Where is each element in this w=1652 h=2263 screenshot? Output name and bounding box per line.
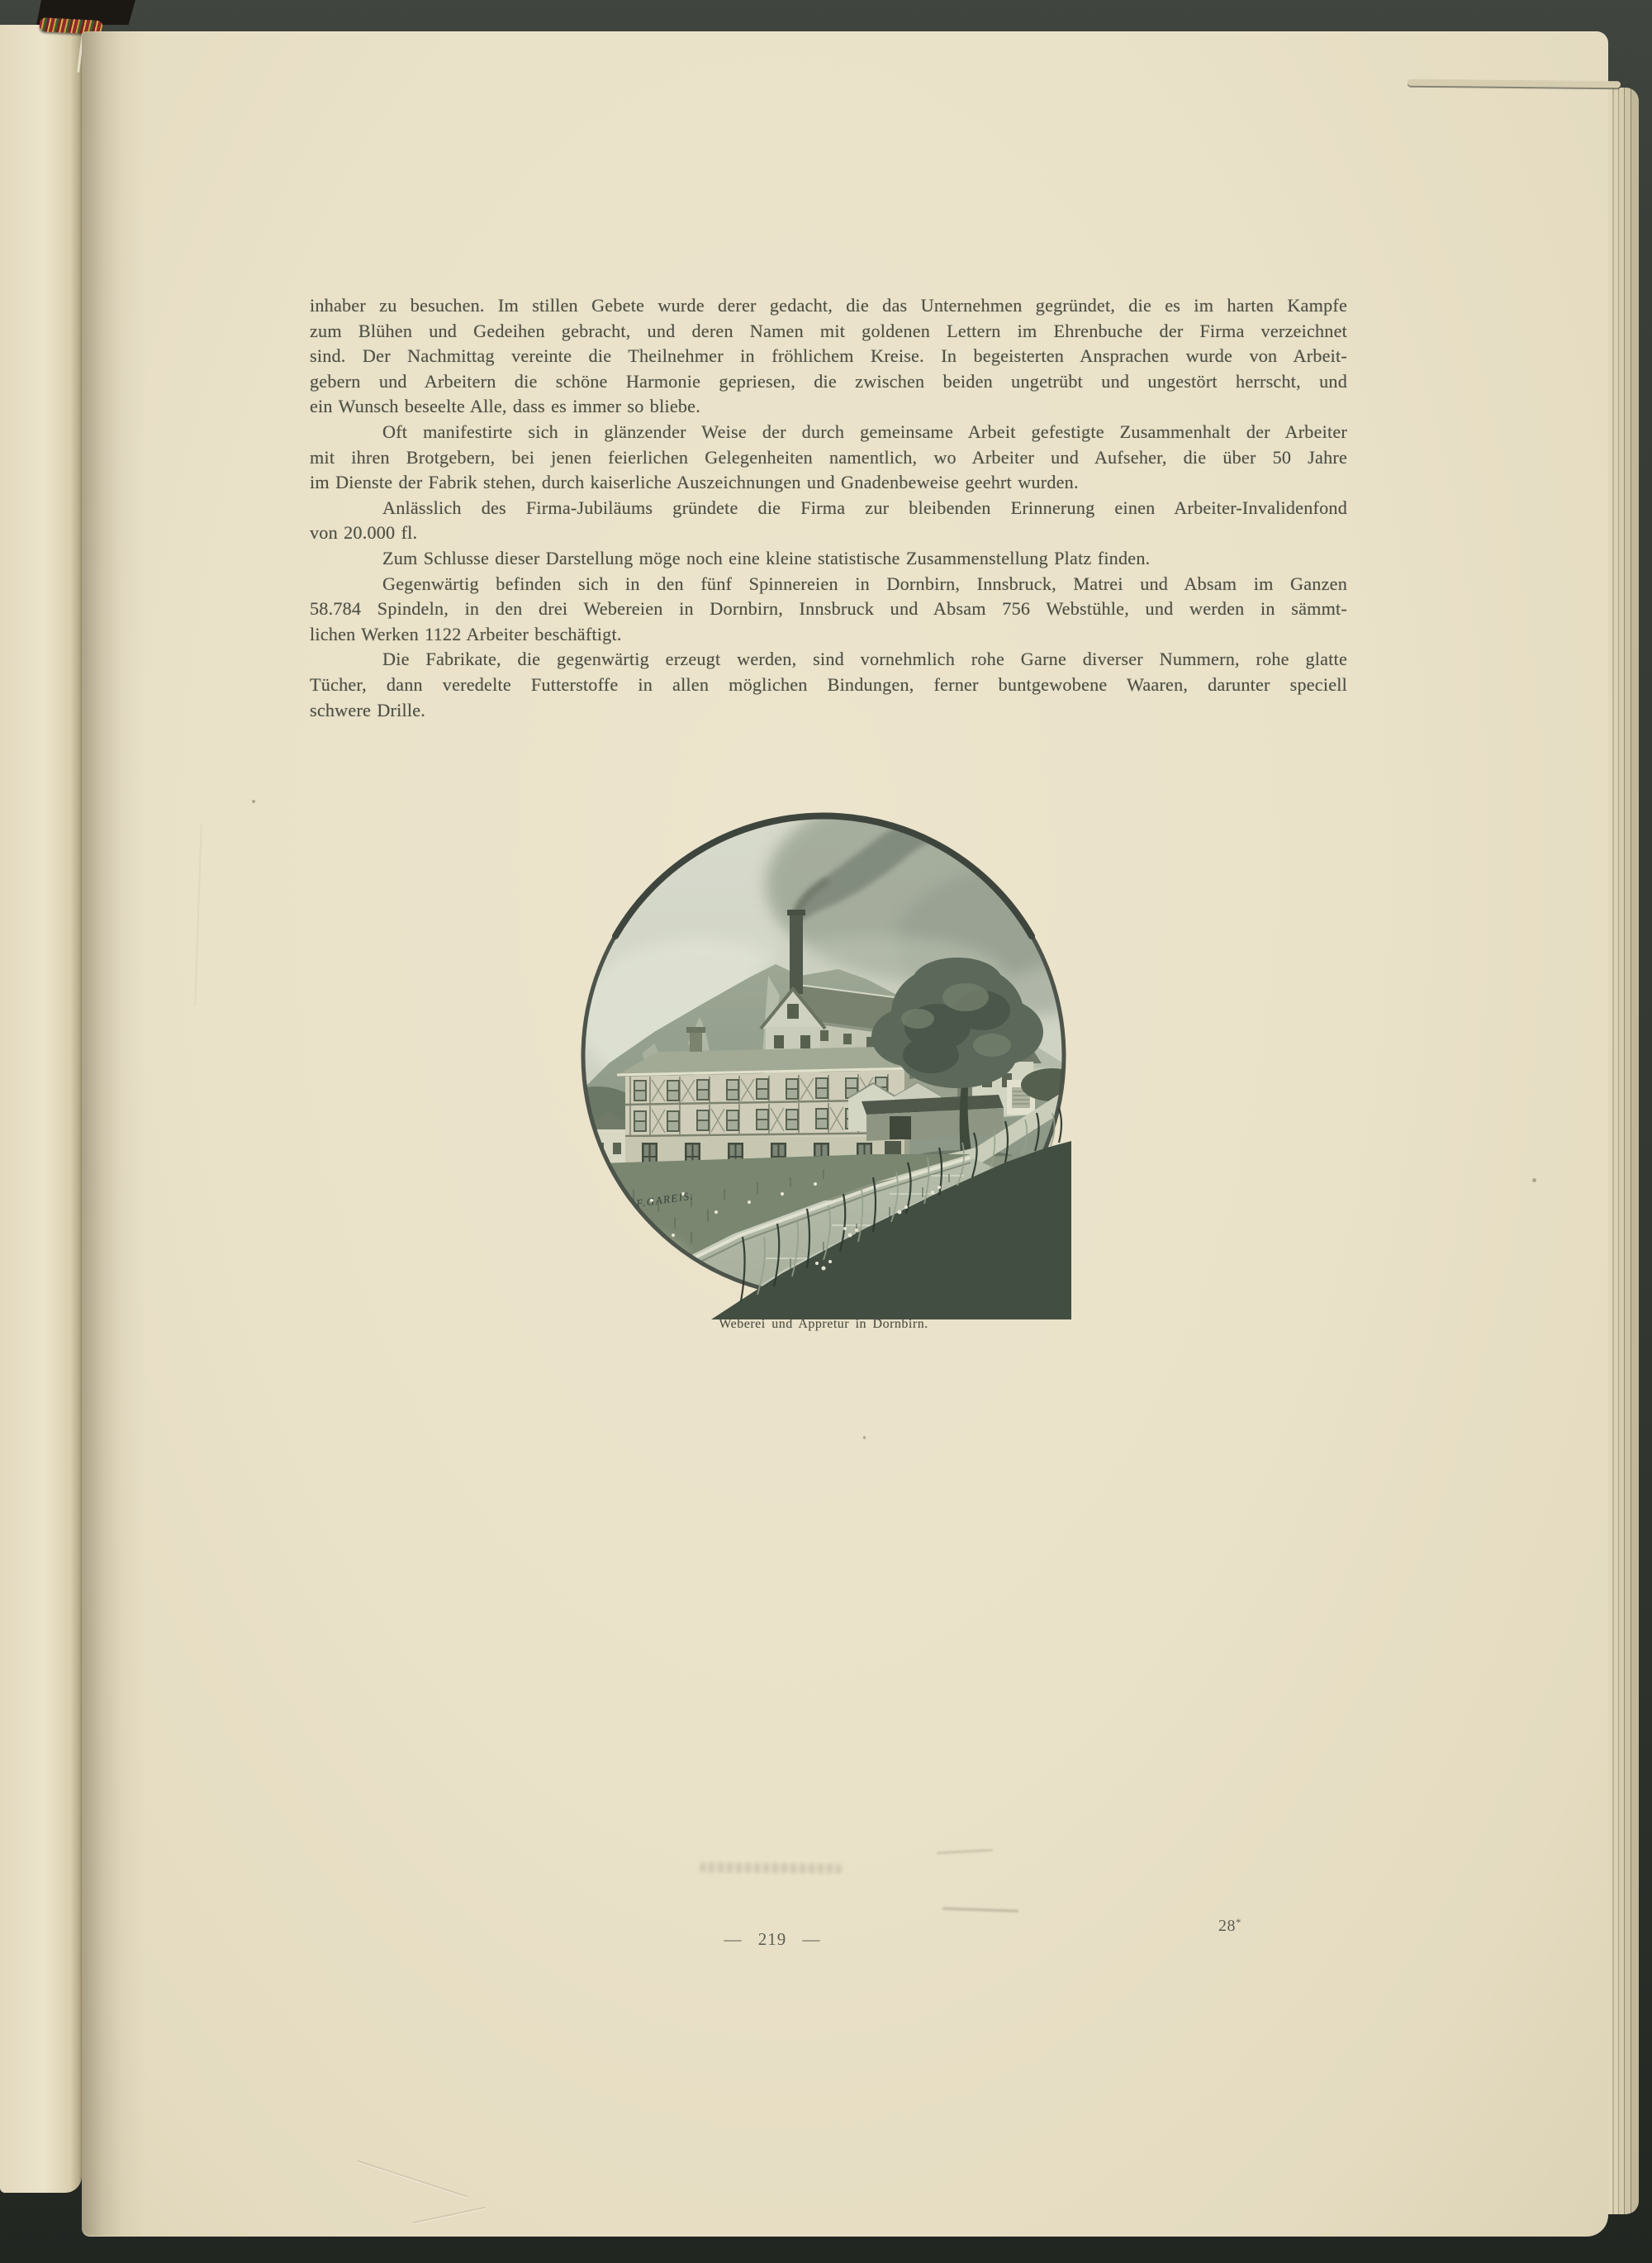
paper-speck xyxy=(252,800,255,803)
sheet-signature-number: 28 xyxy=(1218,1917,1236,1935)
factory-engraving-svg xyxy=(576,806,1071,1319)
paper-crease xyxy=(357,2160,468,2197)
page-edge-stack-right xyxy=(1608,88,1639,2214)
body-text-line: schwere Drille. xyxy=(310,699,426,720)
pencil-smudge xyxy=(942,1907,1018,1912)
body-text-line: ein Wunsch beseelte Alle, dass es immer so bliebe. xyxy=(310,396,700,417)
body-text xyxy=(310,293,1347,723)
ink-showthrough xyxy=(700,1862,842,1874)
pencil-smudge xyxy=(937,1849,993,1854)
body-text-line: 58.784 Spindeln, in den drei Webereien in Dornbirn, Innsbruck und Absam 756 Webstühle, und werden in sämmt- xyxy=(310,598,1347,620)
body-text-line: Tücher, dann veredelte Futterstoffe in allen möglichen Bindungen, ferner buntgewobene Waaren, darunter speciell xyxy=(310,673,1347,695)
facing-page-edge xyxy=(0,25,82,2193)
body-text-line: zum Blühen und Gedeihen gebracht, und deren Namen mit goldenen Lettern im Ehrenbuche der Firma verzeichnet xyxy=(310,320,1347,341)
page-content xyxy=(82,31,1608,2236)
smokestack xyxy=(790,913,803,994)
body-text-line: Zum Schlusse dieser Darstellung möge noch eine kleine statistische Zusammenstellung Platz finden. xyxy=(382,547,1151,568)
body-text-line: gebern und Arbeitern die schöne Harmonie gepriesen, die zwischen beiden ungetrübt und ungestört herrscht, und xyxy=(310,370,1347,392)
figure-caption: Weberei und Appretur in Dornbirn. xyxy=(719,1317,928,1331)
artist-signature: F.GAREIS. xyxy=(635,1189,695,1210)
roof-chimney xyxy=(686,1027,705,1033)
paper-crease xyxy=(194,825,202,1006)
body-text-line: Anlässlich des Firma-Jubiläums gründete die Firma zur bleibenden Erinnerung einen Arbeiter-Invalidenfond xyxy=(382,497,1347,518)
body-text-line: von 20.000 fl. xyxy=(310,522,418,544)
body-text-line: mit ihren Brotgebern, bei jenen feierlichen Gelegenheiten namentlich, wo Arbeiter und Aufseher, die über 50 Jahre xyxy=(310,446,1347,468)
body-text-line: im Dienste der Fabrik stehen, durch kaiserliche Auszeichnungen und Gnadenbeweise geehrt wurden. xyxy=(310,472,1079,493)
paper-crease xyxy=(413,2207,486,2224)
body-text-line: Die Fabrikate, die gegenwärtig erzeugt werden, sind vornehmlich rohe Garne diverser Nummern, rohe glatte xyxy=(382,649,1347,670)
body-text-line: sind. Der Nachmittag vereinte die Theilnehmer in fröhlichem Kreise. In begeisterten Ansprachen wurde von Arbeit- xyxy=(310,345,1347,367)
body-text-line: inhaber zu besuchen. Im stillen Gebete wurde derer gedacht, die das Unternehmen gegründet, die es im harten Kampfe xyxy=(310,295,1347,316)
body-text-line: lichen Werken 1122 Arbeiter beschäftigt. xyxy=(310,623,622,644)
body-text-line: Oft manifestirte sich in glänzender Weise der durch gemeinsame Arbeit gefestigte Zusammenhalt der Arbeiter xyxy=(382,421,1347,442)
paper-speck xyxy=(863,1436,866,1439)
factory-engraving xyxy=(576,806,1071,1319)
paper-speck xyxy=(1532,1178,1536,1182)
sheet-signature-star: * xyxy=(1236,1916,1241,1928)
page-number: — 219 — xyxy=(724,1929,821,1949)
sheet-signature-mark xyxy=(1218,1916,1241,1936)
body-text-line: Gegenwärtig befinden sich in den fünf Spinnereien in Dornbirn, Innsbruck, Matrei und Absam im Ganzen xyxy=(382,573,1347,594)
